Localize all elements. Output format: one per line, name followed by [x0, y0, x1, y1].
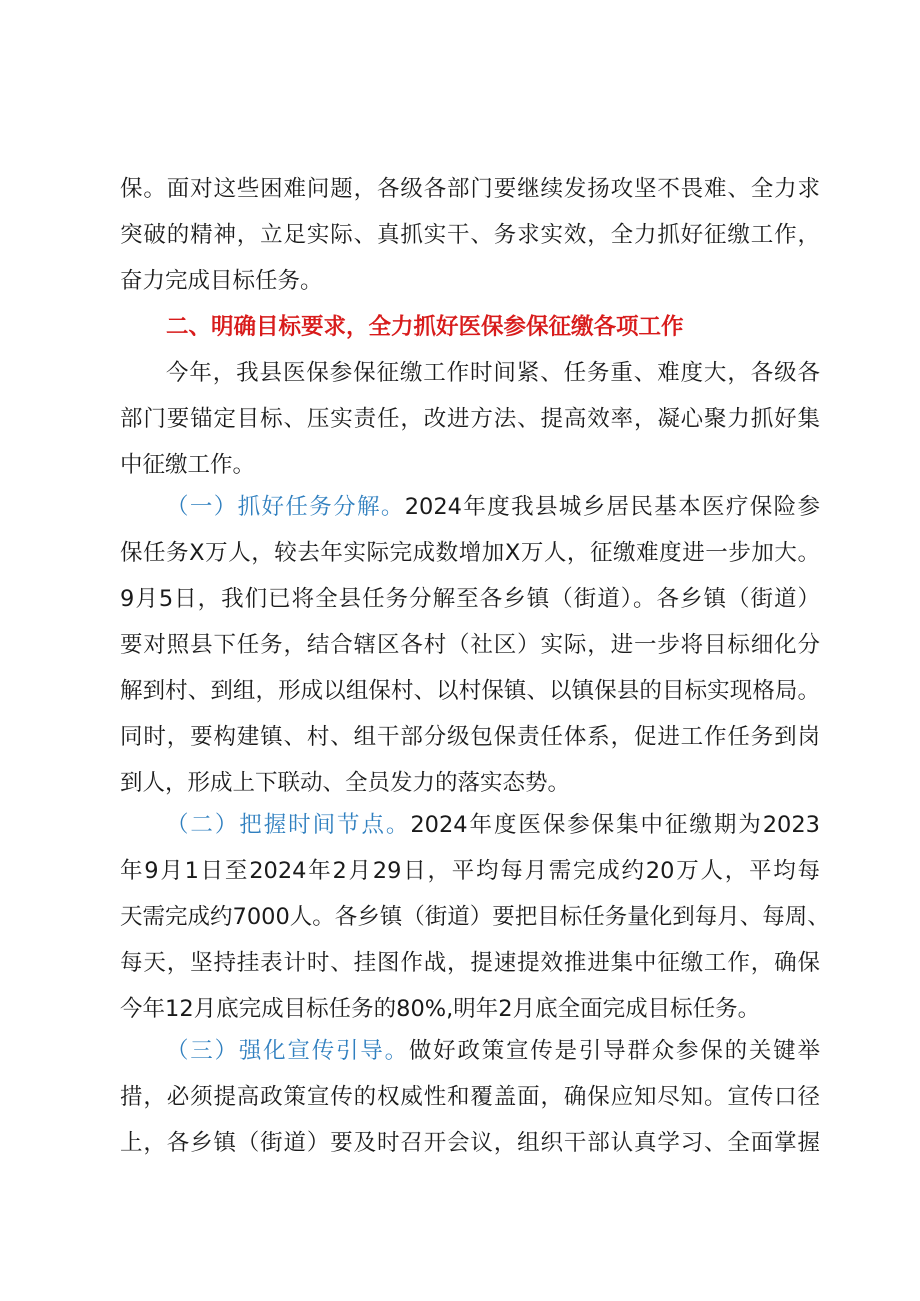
text-line: 天需完成约7000人。各乡镇（街道）要把目标任务量化到每月、每周、 [120, 904, 830, 930]
text-line: 中征缴工作。 [120, 452, 256, 478]
text-span: 2024年度医保参保集中征缴期为2023 [410, 812, 820, 838]
text-line: 年9月1日至2024年2月29日，平均每月需完成约20万人，平均每 [120, 858, 820, 884]
text-line: 上，各乡镇（街道）要及时召开会议，组织干部认真学习、全面掌握 [120, 1130, 820, 1156]
subheading-label: （三）强化宣传引导。 [166, 1038, 409, 1064]
text-line: 到人，形成上下联动、全员发力的落实态势。 [120, 770, 571, 796]
text-span: 做好政策宣传是引导群众参保的关键举 [408, 1038, 820, 1064]
text-line: 保。面对这些困难问题，各级各部门要继续发扬攻坚不畏难、全力求 [120, 176, 820, 202]
text-line: 奋力完成目标任务。 [120, 268, 323, 294]
text-span: 2024年度我县城乡居民基本医疗保险参 [404, 494, 820, 520]
text-line [166, 808, 820, 842]
text-line: 解到村、到组，形成以组保村、以村保镇、以镇保县的目标实现格局。 [120, 678, 820, 704]
text-line: 突破的精神，立足实际、真抓实干、务求实效，全力抓好征缴工作， [120, 222, 820, 248]
subheading-label: （一）抓好任务分解。 [166, 494, 405, 520]
text-line: 要对照县下任务，结合辖区各村（社区）实际，进一步将目标细化分 [120, 632, 820, 658]
text-line: 9月5日，我们已将全县任务分解至各乡镇（街道）。各乡镇（街道） [120, 586, 820, 612]
subheading-label: （二）把握时间节点。 [166, 812, 411, 838]
text-line [166, 1034, 820, 1068]
text-line: 保任务X万人，较去年实际完成数增加X万人，征缴难度进一步加大。 [120, 540, 820, 566]
text-line: 每天，坚持挂表计时、挂图作战，提速提效推进集中征缴工作，确保 [120, 950, 820, 976]
text-line: 措，必须提高政策宣传的权威性和覆盖面，确保应知尽知。宣传口径 [120, 1084, 820, 1110]
text-line: 今年，我县医保参保征缴工作时间紧、任务重、难度大，各级各 [166, 360, 820, 386]
section-heading: 二、明确目标要求，全力抓好医保参保征缴各项工作 [166, 314, 684, 340]
text-line [166, 490, 820, 524]
text-line: 同时，要构建镇、村、组干部分级包保责任体系，促进工作任务到岗 [120, 724, 820, 750]
text-line: 今年12月底完成目标任务的80%,明年2月底全面完成目标任务。 [120, 996, 761, 1022]
text-line: 部门要锚定目标、压实责任，改进方法、提高效率，凝心聚力抓好集 [120, 406, 820, 432]
